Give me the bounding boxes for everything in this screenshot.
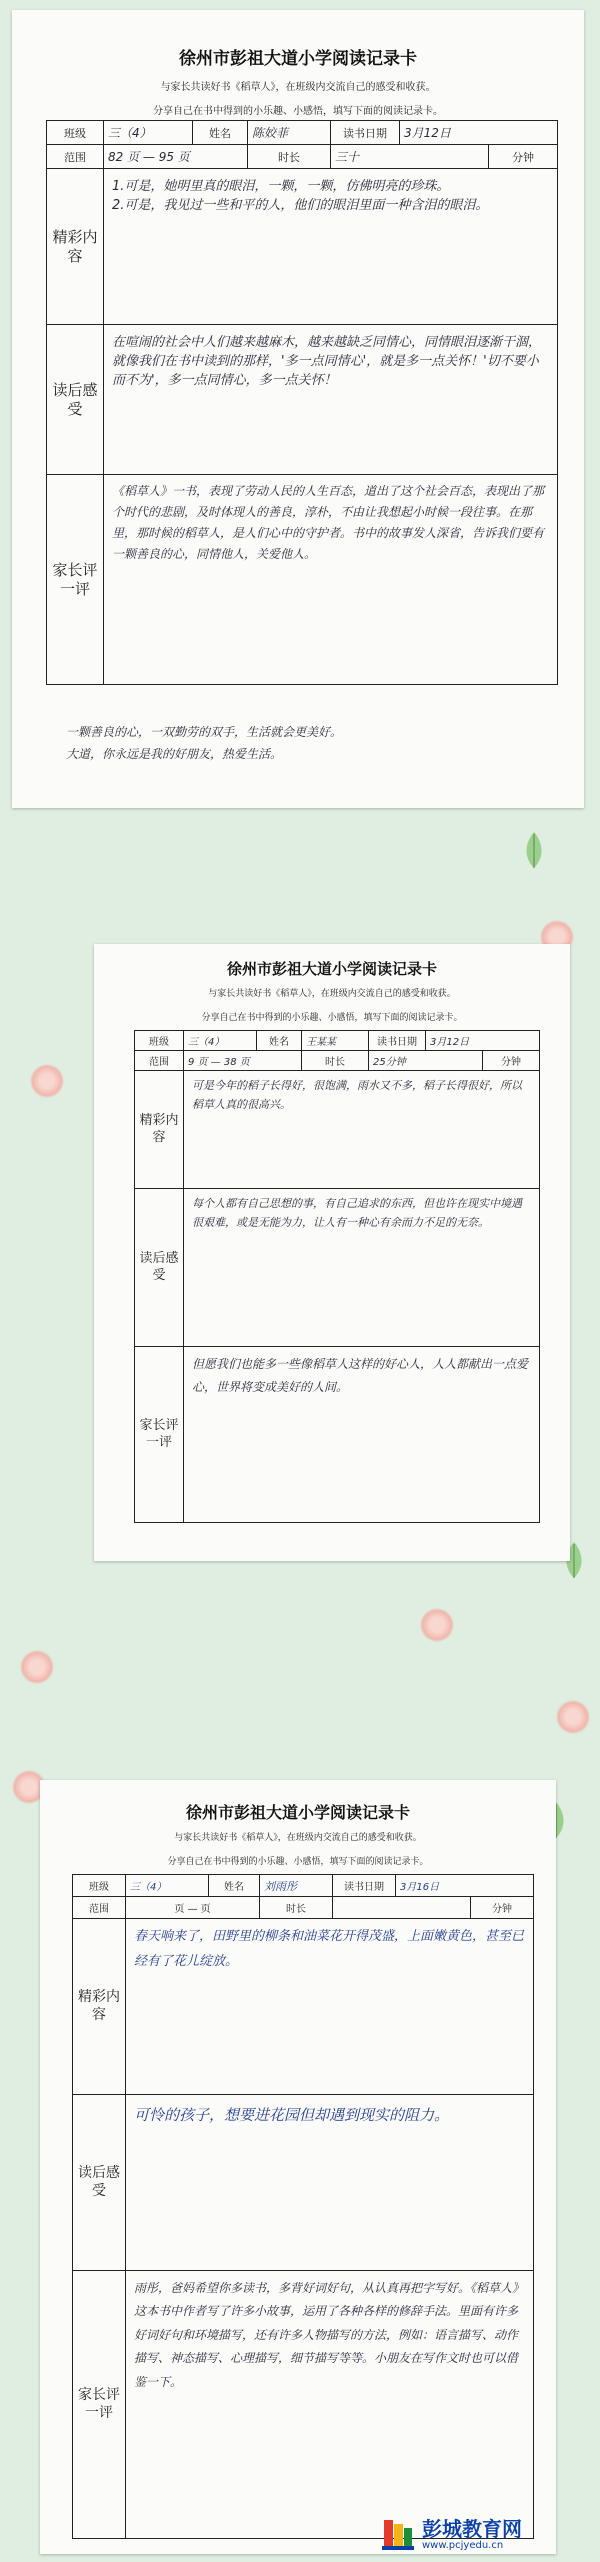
- range-label: 范围: [73, 1897, 126, 1919]
- date-value: 3月16日: [396, 1875, 534, 1897]
- class-label: 班级: [135, 1031, 184, 1051]
- card-subtitle: 分享自己在书中得到的小乐趣、小感悟，填写下面的阅读记录卡。: [153, 106, 443, 117]
- parent-label: 家长评一评: [135, 1347, 184, 1523]
- range-value: 9 页 — 38 页: [184, 1051, 302, 1071]
- class-label: 班级: [73, 1875, 126, 1897]
- date-value: 3月12日: [400, 121, 558, 145]
- name-value: 王某某: [302, 1031, 369, 1051]
- feelings-text: 每个人都有自己思想的事，有自己追求的东西，但也许在现实中境遇很艰难，或是无能为力，让人有一种心有余而力不足的无奈。: [184, 1189, 540, 1347]
- flower-decoration: [20, 1650, 54, 1684]
- date-label: 读书日期: [333, 1875, 396, 1897]
- feelings-text: 在喧闹的社会中人们越来越麻木，越来越缺乏同情心，同情眼泪逐渐干涸，就像我们在书中读到的那样，'多一点同情心'，就是多一点关怀！'切不要小而不为'，多一点同情心，多一点关怀！: [104, 325, 558, 475]
- parent-text: 雨彤，爸妈希望你多读书，多背好词好句，从认真再把字写好。《稻草人》这本书中作者写了许多小故事，运用了各种各样的修辞手法。里面有许多好词好句和环境描写，还有许多人物描写的方法，例如：语言描写、动作描写、神态描写、心理描写，细节描写等等。小朋友在写作文时也可以借鉴一下。: [126, 2271, 534, 2539]
- class-label: 班级: [47, 121, 104, 145]
- site-logo: [380, 2514, 590, 2554]
- class-value: 三（4）: [126, 1875, 209, 1897]
- card-subtitle: 与家长共读好书《稻草人》，在班级内交流自己的感受和收获。: [160, 82, 436, 93]
- name-label: 姓名: [209, 1875, 260, 1897]
- parent-text: 但愿我们也能多一些像稻草人这样的好心人，人人都献出一点爱心，世界将变成美好的人间。: [184, 1347, 540, 1523]
- feelings-text: 可怜的孩子，想要进花园但却遇到现实的阻力。: [126, 2095, 534, 2271]
- logo-url: www.pcjyedu.cn: [422, 2539, 504, 2551]
- card-title: 徐州市彭祖大道小学阅读记录卡: [226, 960, 437, 978]
- name-value: 刘雨彤: [260, 1875, 333, 1897]
- name-label: 姓名: [257, 1031, 302, 1051]
- feelings-label: 读后感受: [47, 325, 104, 475]
- highlights-text: 1.可是，她明里真的眼泪，一颗，一颗，仿佛明亮的珍珠。 2.可是，我见过一些和平的人，他们的眼泪里面一种含泪的眼泪。: [104, 169, 558, 325]
- parent-label: 家长评一评: [73, 2271, 126, 2539]
- feelings-label: 读后感受: [135, 1189, 184, 1347]
- card-title: 徐州市彭祖大道小学阅读记录卡: [179, 49, 417, 69]
- class-value: 三（4）: [184, 1031, 257, 1051]
- card-subtitle: 与家长共读好书《稻草人》，在班级内交流自己的感受和收获。: [208, 989, 456, 999]
- time-unit: 分钟: [483, 1051, 540, 1071]
- reading-card-2: [94, 944, 570, 1561]
- feelings-label: 读后感受: [73, 2095, 126, 2271]
- highlights-text: 可是今年的稻子长得好，很饱满，雨水又不多，稻子长得很好，所以稻草人真的很高兴。: [184, 1071, 540, 1189]
- card-subtitle: 分享自己在书中得到的小乐趣、小感悟，填写下面的阅读记录卡。: [167, 1857, 429, 1867]
- range-label: 范围: [135, 1051, 184, 1071]
- range-value: 页 — 页: [126, 1897, 260, 1919]
- logo-name: 彭城教育网: [422, 2516, 522, 2541]
- time-unit: 分钟: [489, 145, 558, 169]
- flower-decoration: [30, 1064, 64, 1098]
- card-title: 徐州市彭祖大道小学阅读记录卡: [185, 1803, 410, 1822]
- card-subtitle: 与家长共读好书《稻草人》，在班级内交流自己的感受和收获。: [174, 1833, 422, 1843]
- range-value: 82 页 — 95 页: [104, 145, 248, 169]
- time-label: 时长: [248, 145, 331, 169]
- time-label: 时长: [302, 1051, 369, 1071]
- time-label: 时长: [260, 1897, 333, 1919]
- book-logo-icon: [380, 2516, 416, 2552]
- flower-decoration: [556, 1700, 590, 1734]
- parent-text: 《稻草人》一书，表现了劳动人民的人生百态，道出了这个社会百态，表现出了那个时代的悲剧，及时体现人的善良，淳朴，不由让我想起小时候一段往事。在那里，那时候的稻草人，是人们心中的守护者。书中的故事发人深省，告诉我们要有一颗善良的心，同情他人，关爱他人。: [104, 475, 558, 685]
- time-value: 25分钟: [369, 1051, 483, 1071]
- record-table: [72, 1874, 534, 2539]
- leaf-decoration: [520, 830, 548, 870]
- highlights-label: 精彩内容: [47, 169, 104, 325]
- parent-label: 家长评一评: [47, 475, 104, 685]
- reading-card-1: [12, 10, 584, 808]
- reading-card-3: [40, 1780, 556, 2554]
- record-table: [134, 1030, 540, 1523]
- highlights-label: 精彩内容: [73, 1919, 126, 2095]
- card-subtitle: 分享自己在书中得到的小乐趣、小感悟，填写下面的阅读记录卡。: [201, 1013, 463, 1023]
- parent-extra-text: 一颗善良的心，一双勤劳的双手，生活就会更美好。 大道，你永远是我的好朋友，热爱生活。: [66, 725, 343, 761]
- name-value: 陈姣菲: [248, 121, 331, 145]
- record-table: [46, 120, 558, 685]
- highlights-text: 春天响来了，田野里的柳条和油菜花开得茂盛，上面嫩黄色，甚至已经有了花儿绽放。: [126, 1919, 534, 2095]
- date-label: 读书日期: [369, 1031, 426, 1051]
- range-label: 范围: [47, 145, 104, 169]
- flower-decoration: [420, 1608, 454, 1642]
- class-value: 三（4）: [104, 121, 193, 145]
- time-value: 三十: [331, 145, 489, 169]
- date-label: 读书日期: [331, 121, 400, 145]
- date-value: 3月12日: [426, 1031, 540, 1051]
- time-value: [333, 1897, 471, 1919]
- name-label: 姓名: [193, 121, 248, 145]
- highlights-label: 精彩内容: [135, 1071, 184, 1189]
- time-unit: 分钟: [471, 1897, 534, 1919]
